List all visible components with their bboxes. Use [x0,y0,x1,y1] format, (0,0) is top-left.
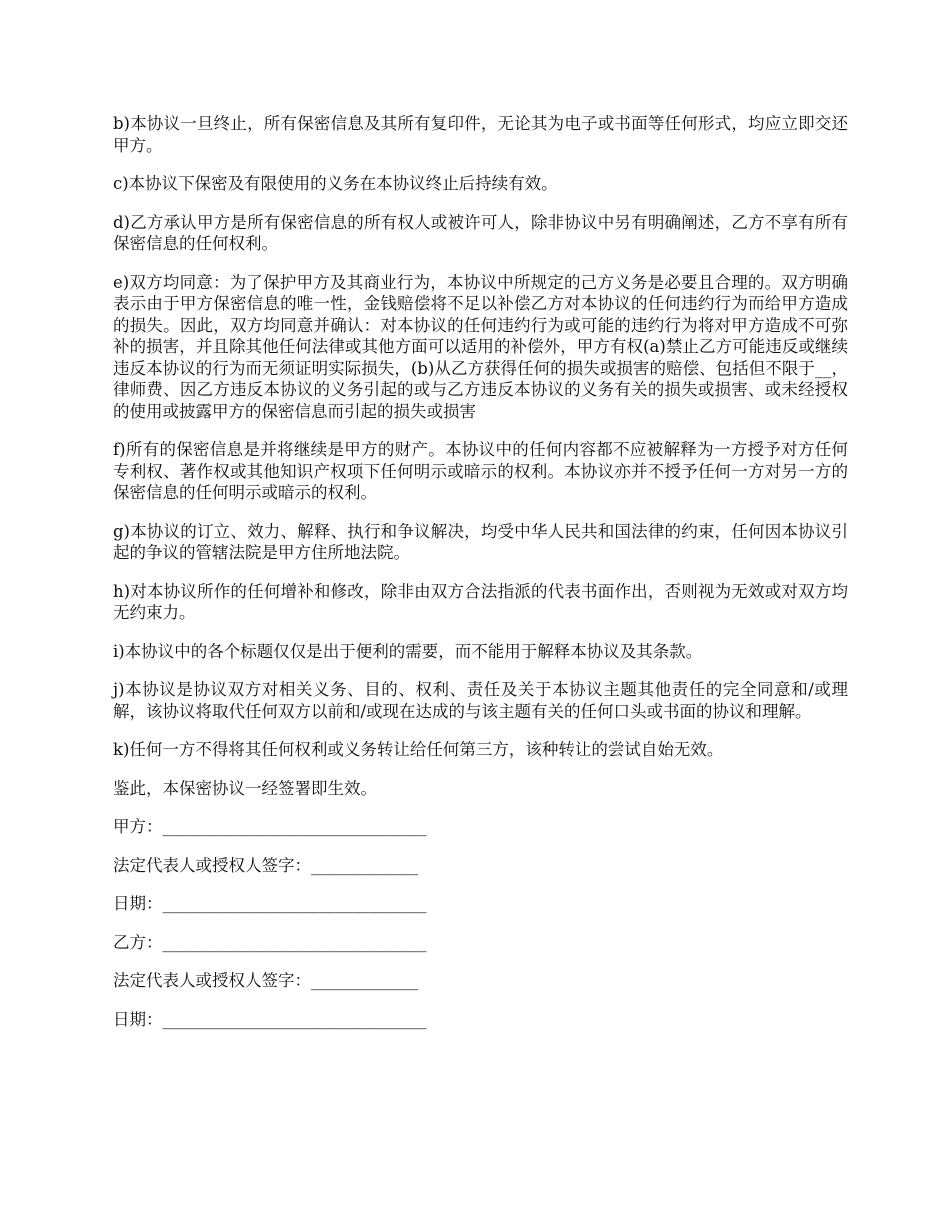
party-b-date-line: 日期：________________________________ [113,1009,427,1029]
clause-b: b)本协议一旦终止，所有保密信息及其所有复印件，无论其为电子或书面等任何形式，均应立即交还甲方。 [113,114,848,155]
document-page [113,113,848,1047]
party-a-representative-signature-line: 法定代表人或授权人签字：_____________ [113,855,419,875]
clause-d: d)乙方承认甲方是所有保密信息的所有权人或被许可人，除非协议中另有明确阐述，乙方不享有所有保密信息的任何权利。 [113,212,848,253]
clause-g: g)本协议的订立、效力、解释、执行和争议解决，均受中华人民共和国法律的约束，任何因本协议引起的争议的管辖法院是甲方住所地法院。 [113,521,848,562]
party-a-signature-line: 甲方：________________________________ [113,817,427,836]
clause-k: k)任何一方不得将其任何权利或义务转让给任何第三方，该种转让的尝试自始无效。 [113,740,724,759]
clause-e: e)双方均同意：为了保护甲方及其商业行为，本协议中所规定的己方义务是必要且合理的。双方明确表示由于甲方保密信息的唯一性，金钱赔偿将不足以补偿乙方对本协议的任何违约行为而给甲方造成的损失。因此，双方均同意并确认：对本协议的任何违约行为或可能的违约行为将对甲方造成不可弥补的损害，并且除其他任何法律或其他方面可以适用的补偿外，甲方有权(a)禁止乙方可能违反或继续违反本协议的行为而无须证明实际损失，(b)从乙方获得任何的损失或损害的赔偿、包括但不限于__，律师费、因乙方违反本协议的义务引起的或与乙方违反本协议的义务有关的损失或损害、或未经授权的使用或披露甲方的保密信息而引起的损失或损害 [113,272,848,421]
effective-statement: 鉴此，本保密协议一经签署即生效。 [113,778,377,798]
clause-i: i)本协议中的各个标题仅仅是出于便利的需要，而不能用于解释本协议及其条款。 [113,641,703,661]
clause-f: f)所有的保密信息是并将继续是甲方的财产。本协议中的任何内容都不应被解释为一方授予对方任何专利权、著作权或其他知识产权项下任何明示或暗示的权利。本协议亦并不授予任何一方对另一方的保密信息的任何明示或暗示的权利。 [113,440,848,502]
clause-c: c)本协议下保密及有限使用的义务在本协议终止后持续有效。 [113,174,558,193]
party-b-signature-line: 乙方：________________________________ [113,932,427,952]
party-b-representative-signature-line: 法定代表人或授权人签字：_____________ [113,971,419,990]
party-a-date-line: 日期：________________________________ [113,894,427,913]
clause-h: h)对本协议所作的任何增补和修改，除非由双方合法指派的代表书面作出，否则视为无效或对双方均无约束力。 [113,581,848,622]
clause-j: j)本协议是协议双方对相关义务、目的、权利、责任及关于本协议主题其他责任的完全同意和/或理解，该协议将取代任何双方以前和/或现在达成的与该主题有关的任何口头或书面的协议和理解。 [113,680,848,721]
